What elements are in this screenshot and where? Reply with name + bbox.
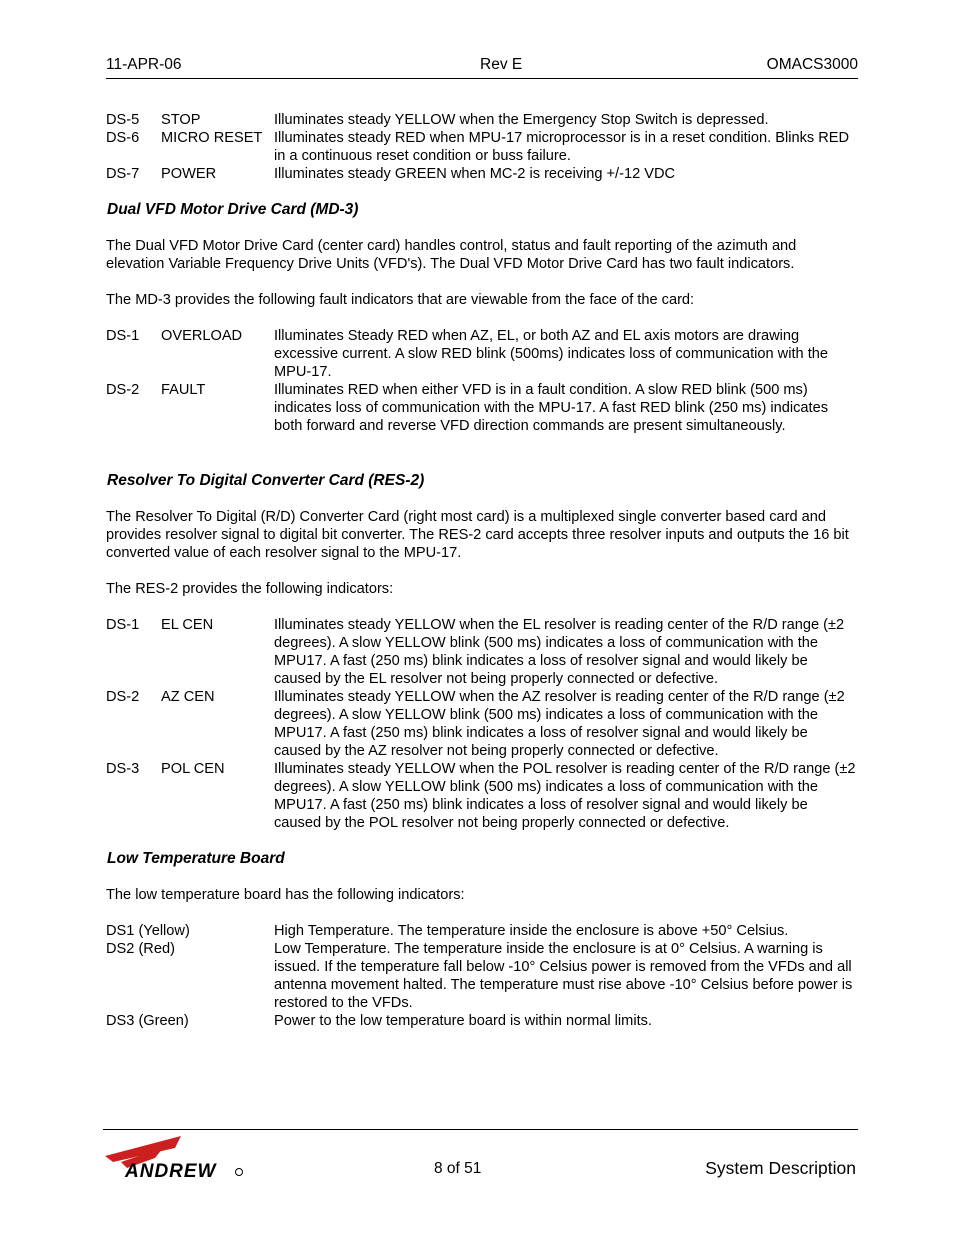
indicator-code: DS-6 [106, 130, 140, 146]
indicator-name: DS1 (Yellow) [106, 923, 190, 939]
indicator-code: DS-1 [106, 617, 140, 633]
indicator-code: DS-7 [106, 166, 140, 182]
page-number: 8 of 51 [434, 1160, 482, 1177]
indicator-name: DS2 (Red) [106, 941, 175, 957]
indicator-name: AZ CEN [161, 689, 215, 705]
md3-indicators-intro: The MD-3 provides the following fault indicators that are viewable from the face of the card: [106, 292, 695, 308]
indicator-description: Low Temperature. The temperature inside the enclosure is at 0° Celsius. A warning is issued. If the temperature fall below -10° Celsius power is removed from the VFDs and all antenna movement halted. The temperature must rise above -10° Celsius before power is restored to the VFDs. [274, 941, 853, 1011]
indicator-name: MICRO RESET [161, 130, 263, 146]
indicator-row [106, 922, 858, 940]
indicator-description: Illuminates steady YELLOW when the Emergency Stop Switch is depressed. [274, 112, 769, 128]
section-title-lowtemp: Low Temperature Board [107, 850, 285, 867]
lowtemp-intro-paragraph: The low temperature board has the following indicators: [106, 887, 465, 903]
indicator-row [106, 940, 858, 1012]
header-date: 11-APR-06 [106, 56, 182, 73]
indicator-code: DS-3 [106, 761, 140, 777]
section-title-res2: Resolver To Digital Converter Card (RES-2) [107, 472, 425, 489]
indicator-code: DS-2 [106, 382, 140, 398]
indicator-description: Illuminates steady YELLOW when the EL resolver is reading center of the R/D range (±2 degrees). A slow YELLOW blink (500 ms) indicates a loss of communication with the MPU17. A fast (250 ms) blink indicates a loss of resolver signal and would likely be caused by the EL resolver not being properly connected or defective. [274, 617, 845, 687]
indicator-code: DS-1 [106, 328, 140, 344]
indicator-description: Illuminates RED when either VFD is in a fault condition. A slow RED blink (500 ms) indicates loss of communication with the MPU-17. A fast RED blink (250 ms) indicates both forward and reverse VFD direction commands are present simultaneously. [274, 382, 828, 434]
indicator-row [106, 381, 858, 435]
indicator-code: DS-2 [106, 689, 140, 705]
indicator-row [106, 327, 858, 381]
page-header [106, 56, 858, 79]
indicator-code: DS-5 [106, 112, 140, 128]
indicator-description: Illuminates steady YELLOW when the POL resolver is reading center of the R/D range (±2 degrees). A slow YELLOW blink (500 ms) indicates a loss of communication with the MPU17. A fast (250 ms) blink indicates a loss of resolver signal and would likely be caused by the POL resolver not being properly connected or defective. [274, 761, 856, 831]
footer-section-name: System Description [705, 1158, 856, 1178]
indicator-row [106, 688, 858, 760]
indicator-row [106, 165, 858, 183]
res2-indicators-intro: The RES-2 provides the following indicators: [106, 581, 394, 597]
header-revision: Rev E [480, 56, 523, 73]
indicator-name: DS3 (Green) [106, 1013, 189, 1029]
indicator-description: Illuminates steady GREEN when MC-2 is receiving +/-12 VDC [274, 166, 676, 182]
indicator-row [106, 129, 858, 165]
indicator-name: STOP [161, 112, 201, 128]
indicator-row [106, 1012, 858, 1030]
indicator-name: POL CEN [161, 761, 225, 777]
indicator-row [106, 760, 858, 832]
indicator-description: Illuminates steady YELLOW when the AZ resolver is reading center of the R/D range (±2 degrees). A slow YELLOW blink (500 ms) indicates a loss of communication with the MPU17. A fast (250 ms) blink indicates a loss of resolver signal and would likely be caused by the AZ resolver not being properly connected or defective. [274, 689, 845, 759]
indicator-name: EL CEN [161, 617, 214, 633]
indicator-row [106, 616, 858, 688]
indicator-description: Illuminates Steady RED when AZ, EL, or both AZ and EL axis motors are drawing excessive current. A slow RED blink (500ms) indicates loss of communication with the MPU-17. [274, 328, 828, 380]
indicator-name: POWER [161, 166, 217, 182]
page-footer [103, 1129, 858, 1190]
indicator-description: Power to the low temperature board is within normal limits. [274, 1013, 652, 1029]
header-doc-id: OMACS3000 [766, 56, 858, 73]
indicator-row [106, 111, 858, 129]
md3-intro-paragraph: The Dual VFD Motor Drive Card (center card) handles control, status and fault reporting of the azimuth and elevation Variable Frequency Drive Units (VFD's). The Dual VFD Motor Drive Card has two fault indicators. [106, 238, 797, 272]
andrew-logo [103, 1134, 248, 1182]
indicator-description: High Temperature. The temperature inside the enclosure is above +50° Celsius. [274, 923, 789, 939]
section-title-md3: Dual VFD Motor Drive Card (MD-3) [107, 201, 359, 218]
page-content [106, 111, 858, 1030]
indicator-description: Illuminates steady RED when MPU-17 microprocessor is in a reset condition. Blinks RED in a continuous reset condition or buss failure. [274, 130, 850, 164]
indicator-name: OVERLOAD [161, 328, 243, 344]
indicator-name: FAULT [161, 382, 206, 398]
svg-text:ANDREW: ANDREW [125, 1161, 217, 1182]
res2-intro-paragraph: The Resolver To Digital (R/D) Converter Card (right most card) is a multiplexed single converter based card and provides resolver signal to digital bit converter. The RES-2 card accepts three resolver inputs and outputs the 16 bit converted value of each resolver signal to the MPU-17. [106, 509, 849, 561]
